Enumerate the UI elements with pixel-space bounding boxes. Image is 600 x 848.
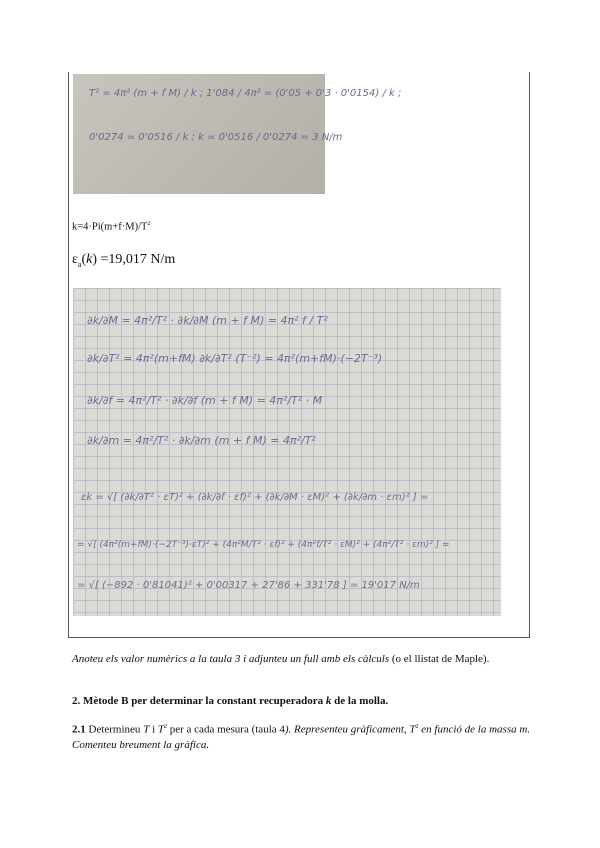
handwritten-line: ∂k/∂M = 4π²/T² · ∂k/∂M (m + f M) = 4π² f / T² bbox=[87, 314, 328, 327]
handwritten-photo-1 bbox=[73, 74, 402, 194]
formula-text: $k=4\cdot Pi(m+f\cdot M)/T^2$ bbox=[72, 221, 151, 233]
handwritten-line: = √[ (−892 · 0'81041)² + 0'00317 + 27'86 + 331'78 ] = 19'017 N/m bbox=[77, 580, 420, 591]
epsilon-result: $\varepsilon_a(k) =19,017$ N/m bbox=[72, 252, 176, 269]
handwritten-photo-2 bbox=[73, 288, 501, 616]
task-paragraph: 2.1 Determineu T i $T^2$ per a cada mesura (taula 4). Representeu gràficament, $T^2$ en funció de la massa m. Comenteu breument la gràfica. bbox=[72, 723, 531, 751]
handwritten-line: ∂k/∂T² = 4π²(m+fM) ∂k/∂T² (T⁻²) = 4π²(m+fM)·(−2T⁻³) bbox=[87, 352, 383, 365]
handwritten-line: = √[ (4π²(m+fM)·(−2T⁻³)·εT)² + (4π²M/T² · εf)² + (4π²f/T² · εM)² + (4π²/T² · εm)² ] = bbox=[77, 540, 450, 550]
section-heading: 2. Mètode B per determinar la constant recuperadora k de la molla. bbox=[72, 695, 389, 707]
instruction-paragraph: Anoteu els valor numèrics a la taula 3 i adjunteu un full amb els càlculs (o el llistat de Maple). bbox=[72, 653, 490, 665]
handwritten-line: ∂k/∂m = 4π²/T² · ∂k/∂m (m + f M) = 4π²/T² bbox=[87, 434, 316, 447]
handwritten-line: εk = √[ (∂k/∂T² · εT)² + (∂k/∂f · εf)² + (∂k/∂M · εM)² + (∂k/∂m · εm)² ] = bbox=[81, 492, 429, 503]
handwritten-line: ∂k/∂f = 4π²/T² · ∂k/∂f (m + f M) = 4π²/T² · M bbox=[87, 394, 323, 407]
handwritten-line: 0'0274 = 0'0516 / k ; k = 0'0516 / 0'0274 = 3 N/m bbox=[89, 132, 343, 143]
handwritten-line: T² = 4π² (m + f M) / k ; 1'084 / 4π² = (0'05 + 0'3 · 0'0154) / k ; bbox=[89, 88, 402, 99]
